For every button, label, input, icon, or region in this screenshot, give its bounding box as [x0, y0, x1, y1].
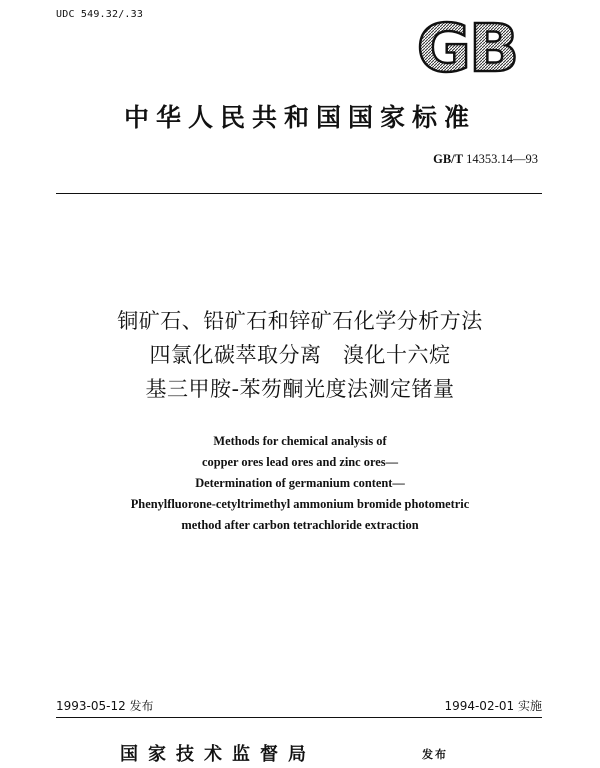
logo-text: GB	[416, 15, 518, 77]
title-en-line-1: Methods for chemical analysis of	[213, 434, 387, 448]
issuer-name: 国家技术监督局	[120, 744, 316, 765]
gb-logo	[392, 15, 542, 77]
standard-code: 14353.14—93	[466, 152, 538, 166]
title-en-line-2: copper ores lead ores and zinc ores—	[202, 455, 398, 469]
title-en-line-3: Determination of germanium content—	[195, 476, 405, 490]
standard-number	[433, 152, 538, 167]
organization-title: 中华人民共和国国家标准	[123, 103, 476, 132]
title-cn-line-2: 四氯化碳萃取分离 溴化十六烷	[149, 343, 451, 367]
bottom-rule	[56, 717, 542, 718]
standard-prefix: GB/T	[433, 152, 463, 166]
publish-date: 1993-05-12 发布	[56, 699, 154, 713]
title-en-line-4: Phenylfluorone-cetyltrimethyl ammonium bromide photometric	[130, 497, 470, 511]
udc-code: UDC 549.32/.33	[56, 9, 144, 20]
effective-date: 1994-02-01 实施	[444, 699, 542, 713]
issuer-suffix: 发布	[422, 748, 448, 761]
title-en-line-5: method after carbon tetrachloride extraction	[181, 518, 419, 532]
title-cn-line-1: 铜矿石、铅矿石和锌矿石化学分析方法	[117, 309, 483, 333]
top-rule	[56, 193, 542, 194]
title-cn-line-3: 基三甲胺-苯芴酮光度法测定锗量	[145, 377, 455, 401]
